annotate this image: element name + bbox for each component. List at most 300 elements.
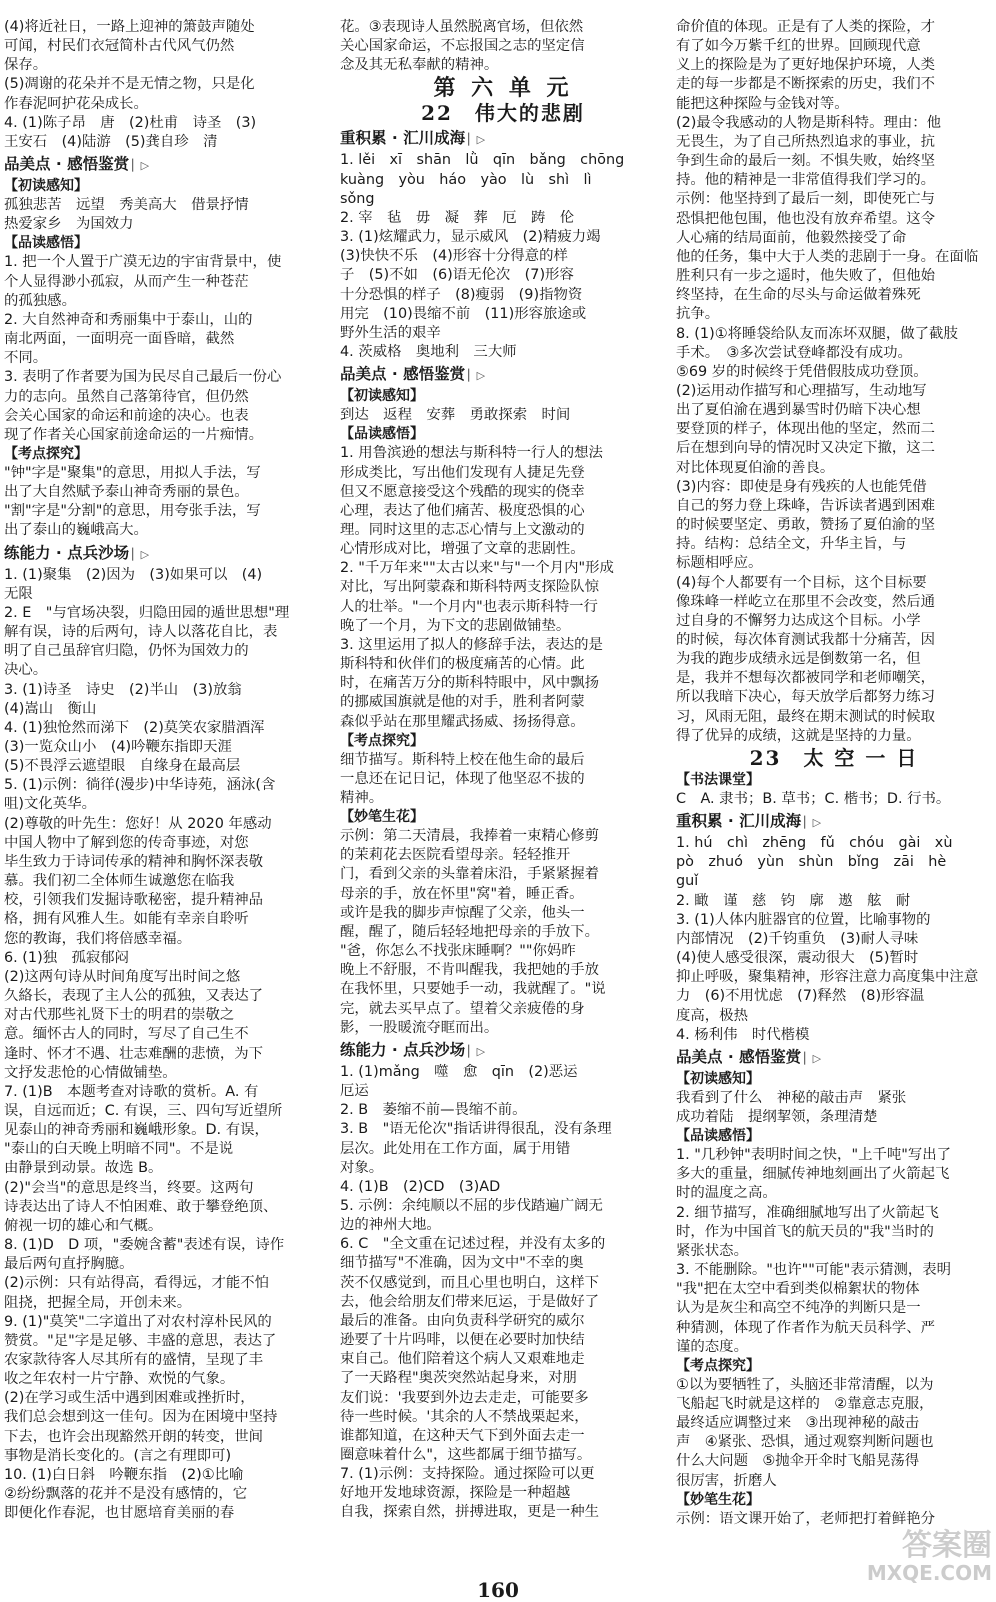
answer-line-text: 2. E "与官场决裂，归隐田园的遁世思想"理 bbox=[4, 604, 290, 621]
unit-title-text: 第 六 单 元 bbox=[433, 75, 573, 102]
subsection-tag bbox=[340, 732, 666, 751]
answer-line-text: 恐惧把他包围，他也没有放弃希望。这令 bbox=[676, 210, 936, 227]
answer-line-text: 森似乎站在那里耀武扬威、扬扬得意。 bbox=[340, 713, 585, 730]
answer-line-text: 4. (1)B (2)CD (3)AD bbox=[340, 1178, 501, 1195]
answer-line-text: 的孤独感。 bbox=[4, 292, 76, 309]
answer-line bbox=[340, 1274, 666, 1293]
arrow-icon: ▏▷ bbox=[132, 159, 150, 173]
subsection-tag-text: 【妙笔生花】 bbox=[340, 809, 424, 826]
answer-line bbox=[340, 655, 666, 674]
answer-line-text: 影，一股暖流夺眶而出。 bbox=[340, 1019, 499, 1036]
answer-line-text: 门，看到父亲的头靠着床沿，手紧紧握着 bbox=[340, 866, 600, 883]
answer-line bbox=[340, 151, 666, 170]
watermark-site: MXQE.COM bbox=[866, 1561, 992, 1585]
answer-line bbox=[676, 1184, 992, 1203]
answer-line bbox=[4, 1217, 330, 1236]
answer-line-text: 他的任务，集中大于人类的悲剧于一身。在面临 bbox=[676, 248, 979, 265]
answer-line bbox=[676, 1026, 992, 1045]
answer-line bbox=[340, 1159, 666, 1178]
answer-line-text: 农家款待客人尽其所有的盛情，呈现了丰 bbox=[4, 1352, 264, 1368]
answer-line-text: C A. 隶书；B. 草书；C. 楷书；D. 行书。 bbox=[676, 790, 951, 807]
answer-line bbox=[4, 37, 330, 56]
answer-line-text: 在我怀里，只要她手一动，我就醒了。"说 bbox=[340, 981, 606, 998]
section-header-text: 品美点 · 感悟鉴赏 bbox=[676, 1047, 802, 1066]
answer-line-text: 不同。 bbox=[4, 350, 48, 367]
answer-line-text: 3. 表明了作者要为国为民尽自己最后一份心 bbox=[4, 369, 282, 386]
answer-line-text: 下去，也许会出现豁然开朗的转变，世间 bbox=[4, 1428, 264, 1445]
answer-line bbox=[4, 330, 330, 349]
answer-line-text: 即便化作春泥，也甘愿培育美丽的春 bbox=[4, 1505, 235, 1522]
section-header bbox=[676, 811, 992, 833]
answer-line bbox=[4, 642, 330, 661]
section-header bbox=[676, 1047, 992, 1069]
answer-line bbox=[676, 1223, 992, 1242]
answer-line bbox=[676, 688, 992, 707]
answer-line-text: 4. 杨利伟 时代楷模 bbox=[676, 1026, 810, 1043]
answer-line bbox=[340, 942, 666, 961]
subsection-tag-text: 【初读感知】 bbox=[4, 178, 88, 195]
answer-line-text: 命价值的体现。正是有了人类的探险，才 bbox=[676, 19, 936, 35]
answer-line-text: (4)每个人都要有一个目标，这个目标要 bbox=[676, 574, 927, 591]
answer-line bbox=[4, 349, 330, 368]
answer-line bbox=[676, 968, 992, 987]
answer-line-text: 晚上不舒服，不肯叫醒我，我把她的手放 bbox=[340, 962, 600, 979]
answer-line-text: 由静景到动景。故选 B。 bbox=[4, 1160, 163, 1177]
answer-line-text: (4)嵩山 衡山 bbox=[4, 700, 97, 717]
answer-line bbox=[340, 540, 666, 559]
answer-line bbox=[4, 273, 330, 292]
answer-line-text: 逊要了十片吗啡，以便在必要时加快结 bbox=[340, 1332, 585, 1349]
subsection-tag bbox=[676, 1357, 992, 1376]
subsection-tag-text: 【考点探究】 bbox=[676, 1357, 760, 1374]
answer-line bbox=[340, 1120, 666, 1139]
answer-line-text: 持。结构：总结全文，升华主旨，与 bbox=[676, 536, 907, 553]
answer-line bbox=[676, 1242, 992, 1261]
answer-line bbox=[4, 1006, 330, 1025]
answer-line-text: 示例：他坚持到了最后一刻，即使死亡与 bbox=[676, 191, 936, 208]
answer-line-text: 层次。此处用在工作方面，属于用错 bbox=[340, 1140, 571, 1157]
answer-line bbox=[676, 1089, 992, 1108]
answer-line bbox=[676, 1146, 992, 1165]
answer-line-text: 校，引领我们发掘诗歌秘密，提升精神品 bbox=[4, 892, 264, 909]
answer-line bbox=[676, 459, 992, 478]
subsection-tag bbox=[340, 387, 666, 406]
subsection-tag-text: 【书法课堂】 bbox=[676, 771, 760, 788]
answer-line bbox=[340, 502, 666, 521]
answer-line bbox=[4, 700, 330, 719]
answer-line bbox=[4, 114, 330, 133]
answer-line-text: 3. B "语无伦次"指话讲得很乱，没有条理 bbox=[340, 1121, 612, 1138]
answer-line bbox=[4, 292, 330, 311]
subsection-tag bbox=[676, 1491, 992, 1510]
answer-line bbox=[4, 930, 330, 949]
answer-line-text: (2)最令我感动的人物是斯科特。理由：他 bbox=[676, 114, 942, 131]
answer-line bbox=[4, 215, 330, 234]
answer-line-text: 无畏生，为了自己所热烈追求的事业，抗 bbox=[676, 133, 936, 150]
answer-line-text: 关心国家命运，不忘报国之志的坚定信 bbox=[340, 38, 585, 55]
answer-line-text: 像珠峰一样屹立在那里不会改变，然后通 bbox=[676, 593, 936, 610]
answer-line-text: 圈意味着什么"，这些都属于细节描写。 bbox=[340, 1447, 592, 1463]
answer-line-text: (5)凋谢的花朵并不是无情之物，只是化 bbox=[4, 76, 255, 93]
arrow-icon: ▏▷ bbox=[804, 1051, 822, 1065]
section-header bbox=[340, 364, 666, 386]
answer-line bbox=[676, 75, 992, 94]
answer-line bbox=[4, 133, 330, 152]
answer-line bbox=[676, 1338, 992, 1357]
answer-line-text: 逢时、怀才不遇、壮志难酬的悲愤，为下 bbox=[4, 1045, 264, 1062]
answer-line bbox=[340, 406, 666, 425]
answer-line-text: 无限 bbox=[4, 585, 33, 602]
answer-line bbox=[340, 464, 666, 483]
answer-line-text: "钟"字是"聚集"的意思，用拟人手法，写 bbox=[4, 464, 261, 481]
answer-line-text: 现了作者关心国家前途命运的一片痴情。 bbox=[4, 426, 264, 443]
answer-line-text: 3. (1)炫耀武力，显示威风 (2)精疲力竭 bbox=[340, 229, 601, 246]
answer-line bbox=[4, 502, 330, 521]
answer-line-text: 母亲的手，放在怀里"窝"着，睡正香。 bbox=[340, 885, 584, 902]
answer-line-text: 很厉害，折磨人 bbox=[676, 1472, 777, 1489]
answer-column-middle bbox=[340, 18, 666, 1572]
answer-line-text: 见泰山的神奇秀丽和巍峨形象。D. 有误， bbox=[4, 1122, 269, 1139]
answer-line bbox=[4, 1332, 330, 1351]
answer-line bbox=[340, 1101, 666, 1120]
answer-line bbox=[4, 872, 330, 891]
answer-line-text: 野外生活的艰辛 bbox=[340, 324, 441, 341]
answer-line-text: (2)运用动作描写和心理描写，生动地写 bbox=[676, 382, 927, 399]
answer-line-text: 胜利只有一步之遥时，他失败了，但他始 bbox=[676, 268, 936, 285]
answer-line-text: 得了优异的成绩，这就是坚持的力量。 bbox=[676, 727, 921, 744]
answer-line-text: 2. 宰 毡 毋 凝 葬 厄 踌 伦 bbox=[340, 209, 575, 226]
answer-line bbox=[340, 266, 666, 285]
answer-line bbox=[4, 719, 330, 738]
answer-line-text: 我们总会想到这一佳句。因为在困境中坚持 bbox=[4, 1409, 278, 1426]
answer-line-text: 成功着陆 提纲挈领，条理清楚 bbox=[676, 1108, 878, 1125]
answer-line-text: 出了泰山的巍峨高大。 bbox=[4, 522, 148, 539]
answer-line-text: 误，自远而近；C. 有误，三、四句写近望所 bbox=[4, 1102, 283, 1119]
answer-line bbox=[4, 1064, 330, 1083]
answer-line-text: (2)这两句诗从时间角度写出时间之悠 bbox=[4, 968, 241, 985]
answer-line bbox=[340, 1427, 666, 1446]
answer-line bbox=[340, 865, 666, 884]
answer-line-text: 4. (1)陈子昂 唐 (2)杜甫 诗圣 (3) bbox=[4, 114, 257, 131]
answer-line-text: kuàng yòu háo yào lù shì lì bbox=[340, 171, 592, 188]
answer-line-text: (2)示例：只有站得高，看得远，才能不怕 bbox=[4, 1275, 270, 1292]
answer-line bbox=[340, 636, 666, 655]
answer-line-text: 对比体现夏伯渝的善良。 bbox=[676, 459, 835, 476]
subsection-tag-text: 【妙笔生花】 bbox=[676, 1491, 760, 1508]
answer-line-text: 去，他会给朋友们带来厄运，于是做好了 bbox=[340, 1293, 600, 1310]
answer-line-text: 最终适应调整过来 ③出现神秘的敲击 bbox=[676, 1415, 920, 1432]
answer-line bbox=[676, 95, 992, 114]
answer-line-text: "我"把在太空中看到类似棉絮状的物体 bbox=[676, 1281, 920, 1298]
answer-line bbox=[4, 585, 330, 604]
answer-line bbox=[676, 949, 992, 968]
answer-line bbox=[676, 554, 992, 573]
answer-line-text: 用完 (10)畏缩不前 (11)形容旅途或 bbox=[340, 305, 587, 322]
answer-line bbox=[340, 598, 666, 617]
answer-line-text: 有了如今万紫千红的世界。回顾现代意 bbox=[676, 38, 921, 55]
answer-line-text: 念及其无私奉献的精神。 bbox=[340, 57, 499, 74]
answer-line bbox=[340, 1000, 666, 1019]
subsection-tag-text: 【考点探究】 bbox=[4, 445, 88, 462]
answer-line bbox=[4, 815, 330, 834]
answer-line-text: 自己的努力登上珠峰，告诉读者遇到困难 bbox=[676, 497, 936, 514]
answer-line-text: 中国人物中了解到您的传奇事迹，对您 bbox=[4, 834, 249, 851]
answer-line bbox=[676, 420, 992, 439]
answer-line bbox=[4, 623, 330, 642]
answer-line bbox=[340, 1350, 666, 1369]
answer-line bbox=[676, 1433, 992, 1452]
answer-line bbox=[676, 1376, 992, 1395]
answer-line bbox=[4, 56, 330, 75]
section-header-text: 品美点 · 感悟鉴赏 bbox=[340, 365, 466, 384]
answer-line-text: 心情形成对比，增强了文章的悲剧性。 bbox=[340, 541, 585, 558]
answer-line bbox=[340, 228, 666, 247]
answer-line-text: 作春泥呵护花朵成长。 bbox=[4, 95, 148, 112]
subsection-tag bbox=[4, 445, 330, 464]
answer-line-text: 能把这种探险与金钱对等。 bbox=[676, 95, 849, 112]
arrow-icon: ▏▷ bbox=[468, 133, 486, 147]
answer-line-text: 义上的探险是为了更好地保护环境，人类 bbox=[676, 57, 936, 74]
answer-line-text: 完，就去买早点了。望着父亲疲倦的身 bbox=[340, 1000, 585, 1017]
answer-line bbox=[676, 171, 992, 190]
answer-line-text: 心理，表达了他们痛苦、极度恐惧的心 bbox=[340, 502, 585, 519]
answer-line bbox=[676, 612, 992, 631]
answer-line-text: 4. 茨威格 奥地利 三大师 bbox=[340, 344, 517, 361]
answer-line bbox=[4, 1370, 330, 1389]
answer-line bbox=[676, 1452, 992, 1471]
answer-line bbox=[340, 961, 666, 980]
answer-line-text: 后在想到向导的情况时又决定下撤，这二 bbox=[676, 440, 936, 457]
answer-line-text: 您的教诲，我们将倍感幸福。 bbox=[4, 930, 192, 947]
answer-line bbox=[676, 516, 992, 535]
answer-line bbox=[4, 661, 330, 680]
answer-line-text: 度高，极热 bbox=[676, 1007, 748, 1024]
answer-line-text: 厄运 bbox=[340, 1083, 369, 1100]
section-header-text: 重积累 · 汇川成海 bbox=[676, 812, 802, 831]
answer-line-text: 俯视一切的雄心和气概。 bbox=[4, 1217, 163, 1234]
answer-line-text: ⑤69 岁的时候终于凭借假肢成功登顶。 bbox=[676, 363, 928, 380]
answer-line-text: 但又不愿意接受这个残酷的现实的侥幸 bbox=[340, 483, 585, 500]
answer-line-text: 了一天路程"奥茨突然站起身来，对朋 bbox=[340, 1370, 577, 1387]
answer-line-text: 8. (1)①将睡袋给队友而冻坏双腿，做了截肢 bbox=[676, 325, 958, 342]
answer-line bbox=[676, 286, 992, 305]
answer-line-text: 的挪威国旗就是他的对手，胜利者阿蒙 bbox=[340, 694, 585, 711]
answer-line bbox=[676, 834, 992, 853]
answer-line-text: (3)内容：即使是身有残疾的人也能凭借 bbox=[676, 478, 927, 495]
answer-line bbox=[340, 483, 666, 502]
answer-line-text: 王安石 (4)陆游 (5)龚自珍 清 bbox=[4, 133, 218, 150]
answer-line-text: (2)在学习或生活中遇到困难或挫折时， bbox=[4, 1390, 255, 1407]
answer-line-text: 3. 不能删除。"也许""可能"表示猜测，表明 bbox=[676, 1262, 952, 1279]
answer-line-text: 到达 返程 安葬 勇敢探索 时间 bbox=[340, 407, 571, 424]
answer-line-text: 1. hú chì zhēng fǔ chóu gài xù bbox=[676, 835, 953, 852]
answer-line-text: 束自己。他们陪着这个病人又艰难地走 bbox=[340, 1351, 585, 1368]
answer-line-text: 手术。 ③多次尝试登峰都没有成功。 bbox=[676, 344, 912, 361]
answer-line bbox=[676, 439, 992, 458]
answer-line-text: 出了大自然赋予泰山神奇秀丽的景色。 bbox=[4, 484, 249, 501]
answer-line-text: 热爱家乡 为国效力 bbox=[4, 216, 134, 233]
answer-line bbox=[4, 483, 330, 502]
answer-line bbox=[340, 56, 666, 75]
answer-line-text: 力的志向。虽然自己落第待官，但仍然 bbox=[4, 388, 249, 405]
answer-line bbox=[4, 1389, 330, 1408]
answer-line bbox=[676, 1204, 992, 1223]
answer-line-text: pò zhuó yùn shùn bǐng zāi hè bbox=[676, 854, 947, 871]
answer-line-text: 1. 用鲁滨逊的想法与斯科特一行人的想法 bbox=[340, 445, 603, 462]
answer-line bbox=[4, 968, 330, 987]
answer-line-text: 子 (5)不如 (6)语无伦次 (7)形容 bbox=[340, 267, 574, 284]
answer-line-text: 的时候，每次体育测试我都十分痛苦，因 bbox=[676, 632, 936, 648]
subsection-tag-text: 【初读感知】 bbox=[676, 1070, 760, 1087]
answer-line bbox=[4, 910, 330, 929]
answer-line bbox=[4, 987, 330, 1006]
answer-line bbox=[4, 1045, 330, 1064]
answer-line bbox=[4, 1198, 330, 1217]
answer-line-text: 1. "几秒钟"表明时间之快，"上千吨"写出了 bbox=[676, 1147, 952, 1164]
answer-line bbox=[676, 631, 992, 650]
answer-line-text: 6. (1)独 孤寂郁闷 bbox=[4, 949, 130, 966]
answer-line-text: 阻挠，把握全局，开创未来。 bbox=[4, 1294, 192, 1311]
answer-line-text: 理。同时这里的志忑心情与上文激动的 bbox=[340, 521, 585, 538]
answer-line bbox=[340, 1408, 666, 1427]
answer-line bbox=[340, 305, 666, 324]
answer-line bbox=[4, 1313, 330, 1332]
answer-line bbox=[4, 891, 330, 910]
answer-line-text: 会关心国家的命运和前途的决心。也表 bbox=[4, 407, 249, 424]
answer-line-text: 出了夏伯渝在遇到暴雪时仍暗下决心想 bbox=[676, 402, 921, 419]
answer-line bbox=[4, 18, 330, 37]
answer-line-text: 飞船起飞时就是这样的 ②靠意志克服， bbox=[676, 1396, 934, 1412]
answer-line-text: 意。缅怀古人的同时，写尽了自己生不 bbox=[4, 1026, 249, 1043]
subsection-tag bbox=[676, 1070, 992, 1089]
answer-line-text: 最后的准备。由向负责科学研究的威尔 bbox=[340, 1312, 585, 1329]
answer-line bbox=[676, 1108, 992, 1127]
answer-line bbox=[4, 1255, 330, 1274]
answer-line-text: 3. (1)诗圣 诗史 (2)半山 (3)放翁 bbox=[4, 681, 242, 698]
subsection-tag-text: 【品读感悟】 bbox=[4, 235, 88, 252]
answer-line-text: 1. (1)mǎng 噬 愈 qīn (2)恶运 bbox=[340, 1063, 578, 1080]
answer-line bbox=[4, 1025, 330, 1044]
answer-line-text: 抗争。 bbox=[676, 306, 720, 323]
answer-line-text: "爸，你怎么不找张床睡啊？""你妈昨 bbox=[340, 943, 576, 960]
answer-line-text: 解有误，诗的后两句，诗人以落花自比，表 bbox=[4, 624, 278, 641]
answer-line bbox=[340, 444, 666, 463]
answer-line-text: (5)不畏浮云遮望眼 自缘身在最高层 bbox=[4, 758, 241, 775]
answer-line bbox=[676, 892, 992, 911]
answer-line-text: 细节描写"不准确，因为文中"不幸的奥 bbox=[340, 1255, 584, 1272]
answer-line-text: 时的温度之高。 bbox=[676, 1185, 777, 1202]
answer-line-text: guǐ bbox=[676, 873, 699, 890]
answer-line-text: 多大的重量，细腻传神地刻画出了火箭起飞 bbox=[676, 1166, 950, 1183]
answer-line bbox=[676, 382, 992, 401]
answer-line bbox=[4, 1083, 330, 1102]
answer-line bbox=[340, 1484, 666, 1503]
answer-line-text: 5. 示例：余纯顺以不屈的步伐踏遍广阔无 bbox=[340, 1197, 603, 1214]
answer-line bbox=[676, 1414, 992, 1433]
answer-line bbox=[676, 363, 992, 382]
answer-line-text: 标题相呼应。 bbox=[676, 555, 763, 572]
answer-line-text: 精神。 bbox=[340, 790, 384, 806]
answer-line bbox=[676, 401, 992, 420]
answer-line-text: 7. (1)示例：支持探险。通过探险可以更 bbox=[340, 1466, 595, 1483]
answer-line bbox=[340, 18, 666, 37]
answer-line-text: 时，在痛苦万分的斯科特眼中，风中飘扬 bbox=[340, 675, 600, 692]
answer-line bbox=[676, 1319, 992, 1338]
answer-line bbox=[676, 727, 992, 746]
answer-line bbox=[676, 911, 992, 930]
answer-column-right bbox=[676, 18, 992, 1572]
answer-line-text: 或许是我的脚步声惊醒了父亲，他头一 bbox=[340, 904, 585, 921]
answer-line bbox=[676, 229, 992, 248]
answer-line bbox=[340, 693, 666, 712]
subsection-tag-text: 【品读感悟】 bbox=[340, 426, 424, 443]
answer-line bbox=[340, 1178, 666, 1197]
answer-line bbox=[340, 1331, 666, 1350]
answer-line-text: 十分恐惧的样子 (8)瘦弱 (9)指物资 bbox=[340, 286, 583, 303]
answer-line-text: 2. 大自然神奇和秀丽集中于泰山，山的 bbox=[4, 311, 253, 328]
answer-line-text: 最后两句直抒胸臆。 bbox=[4, 1256, 134, 1273]
answer-line-text: 抑止呼吸，聚集精神，形容注意力高度集中注意 bbox=[676, 969, 979, 986]
answer-line-text: 2. 细节描写，准确细腻地写出了火箭起飞 bbox=[676, 1204, 939, 1221]
section-header-text: 练能力 · 点兵沙场 bbox=[340, 1040, 466, 1059]
answer-line-text: 可闻，村民们衣冠简朴古代风气仍然 bbox=[4, 38, 235, 55]
answer-line bbox=[676, 1299, 992, 1318]
answer-line bbox=[4, 566, 330, 585]
answer-line bbox=[4, 1121, 330, 1140]
answer-line-text: 力 (6)不用忧虑 (7)释然 (8)形容温 bbox=[676, 988, 925, 1005]
answer-line-text: 的时候要坚定、勇敢，赞扬了夏伯渝的坚 bbox=[676, 517, 936, 534]
answer-line-text: 认为是灰尘和高空不纯净的判断只是一 bbox=[676, 1300, 921, 1317]
answer-line-text: 紧张状态。 bbox=[676, 1242, 748, 1259]
answer-line-text: ②纷纷飘落的花并不是没有感情的，它 bbox=[4, 1486, 248, 1503]
answer-line bbox=[4, 95, 330, 114]
answer-line bbox=[676, 790, 992, 809]
answer-line bbox=[676, 478, 992, 497]
answer-line-text: 7. (1)B 本题考查对诗歌的赏析。A. 有 bbox=[4, 1083, 259, 1100]
answer-line bbox=[340, 324, 666, 343]
answer-line-text: 为我的跑步成绩永远是倒数第一名，但 bbox=[676, 651, 921, 668]
answer-line bbox=[340, 885, 666, 904]
answer-line bbox=[676, 1007, 992, 1026]
answer-line bbox=[340, 713, 666, 732]
answer-line-text: 内部情况 (2)千钧重负 (3)耐人寻味 bbox=[676, 930, 919, 947]
answer-line-text: 1. lěi xī shān lǜ qīn bǎng chōng bbox=[340, 152, 625, 169]
answer-line-text: 是，我并不想每次都被同学和老师嘲笑， bbox=[676, 670, 936, 687]
answer-line bbox=[676, 114, 992, 133]
answer-line-text: 2. B 萎缩不前—畏缩不前。 bbox=[340, 1102, 527, 1119]
answer-line bbox=[340, 171, 666, 190]
answer-line bbox=[340, 559, 666, 578]
answer-line bbox=[676, 18, 992, 37]
answer-line-text: 示例：语文课开始了，老师把打着鲜艳分 bbox=[676, 1510, 936, 1527]
answer-line-text: 种猜测，体现了作者作为航天员科学、严 bbox=[676, 1319, 936, 1336]
answer-line bbox=[340, 1254, 666, 1273]
answer-line-text: 6. C "全文重在记述过程，并没有太多的 bbox=[340, 1236, 606, 1253]
answer-line bbox=[340, 1140, 666, 1159]
answer-line bbox=[676, 210, 992, 229]
answer-line bbox=[340, 846, 666, 865]
section-header bbox=[340, 1040, 666, 1062]
answer-line bbox=[340, 674, 666, 693]
answer-line-text: 示例：第二天清晨，我捧着一束精心修剪 bbox=[340, 828, 600, 845]
answer-line bbox=[676, 305, 992, 324]
answer-line-text: 明了自己虽辞官归隐，仍怀为国效力的 bbox=[4, 643, 249, 660]
answer-line bbox=[340, 1465, 666, 1484]
answer-line-text: "泰山的白天晚上明暗不同"。不是说 bbox=[4, 1141, 234, 1158]
answer-line-text: 花。③表现诗人虽然脱离官场，但依然 bbox=[340, 19, 584, 35]
answer-line-text: 格，拥有风雅人生。如能有幸亲自聆听 bbox=[4, 911, 249, 928]
answer-line bbox=[4, 368, 330, 387]
